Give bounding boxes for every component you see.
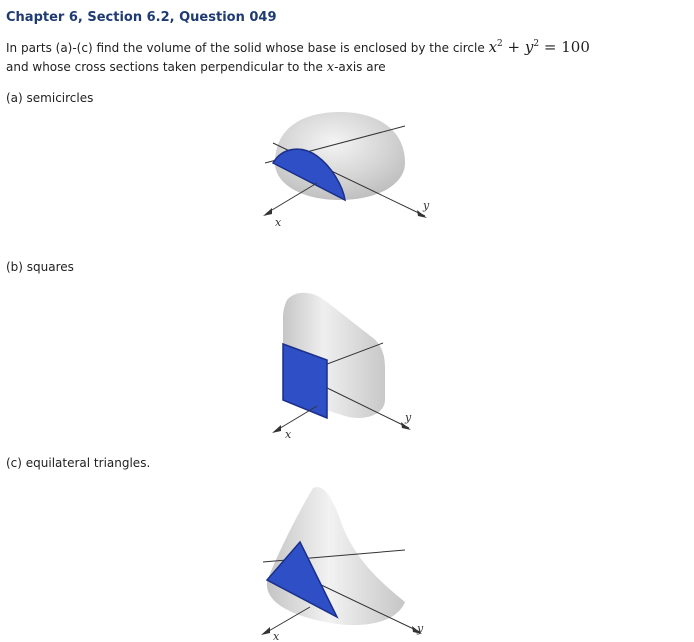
eq-x-exponent: 2	[497, 39, 503, 49]
x-axis-arrow	[263, 208, 272, 216]
eq-y-var: y	[524, 38, 534, 56]
eq-y-exponent: 2	[533, 39, 540, 49]
eq-plus: +	[507, 38, 521, 56]
part-c-label: (c) equilateral triangles.	[6, 456, 151, 470]
y-axis-label: y	[417, 622, 424, 635]
eq-equals: =	[543, 38, 557, 56]
prompt-line2-text: and whose cross sections taken perpendicular to the	[6, 60, 323, 74]
y-axis-label: y	[423, 199, 430, 212]
x-axis-line	[267, 607, 310, 632]
question-prompt	[6, 35, 686, 77]
x-axis-arrow	[272, 425, 281, 433]
prompt-line1-text: In parts (a)-(c) find the volume of the solid whose base is enclosed by the circle	[6, 41, 485, 55]
x-axis-arrow	[261, 627, 270, 635]
question-title: Chapter 6, Section 6.2, Question 049	[6, 10, 277, 25]
circle-equation	[489, 38, 590, 56]
eq-value: 100	[561, 38, 590, 56]
part-a-label: (a) semicircles	[6, 91, 94, 105]
x-axis-label: x	[273, 630, 280, 642]
x-axis-label: x	[275, 216, 282, 229]
square-solid-figure	[255, 288, 425, 443]
semicircle-solid-figure	[255, 108, 445, 233]
triangle-solid-figure	[255, 482, 435, 642]
part-b-label: (b) squares	[6, 260, 74, 274]
y-axis-label: y	[405, 411, 412, 424]
x-axis-line	[277, 406, 317, 430]
x-axis-label: x	[285, 428, 292, 441]
axis-var: x	[326, 60, 335, 75]
eq-x-var: x	[488, 38, 498, 56]
prompt-line2-suffix: -axis are	[334, 60, 386, 74]
